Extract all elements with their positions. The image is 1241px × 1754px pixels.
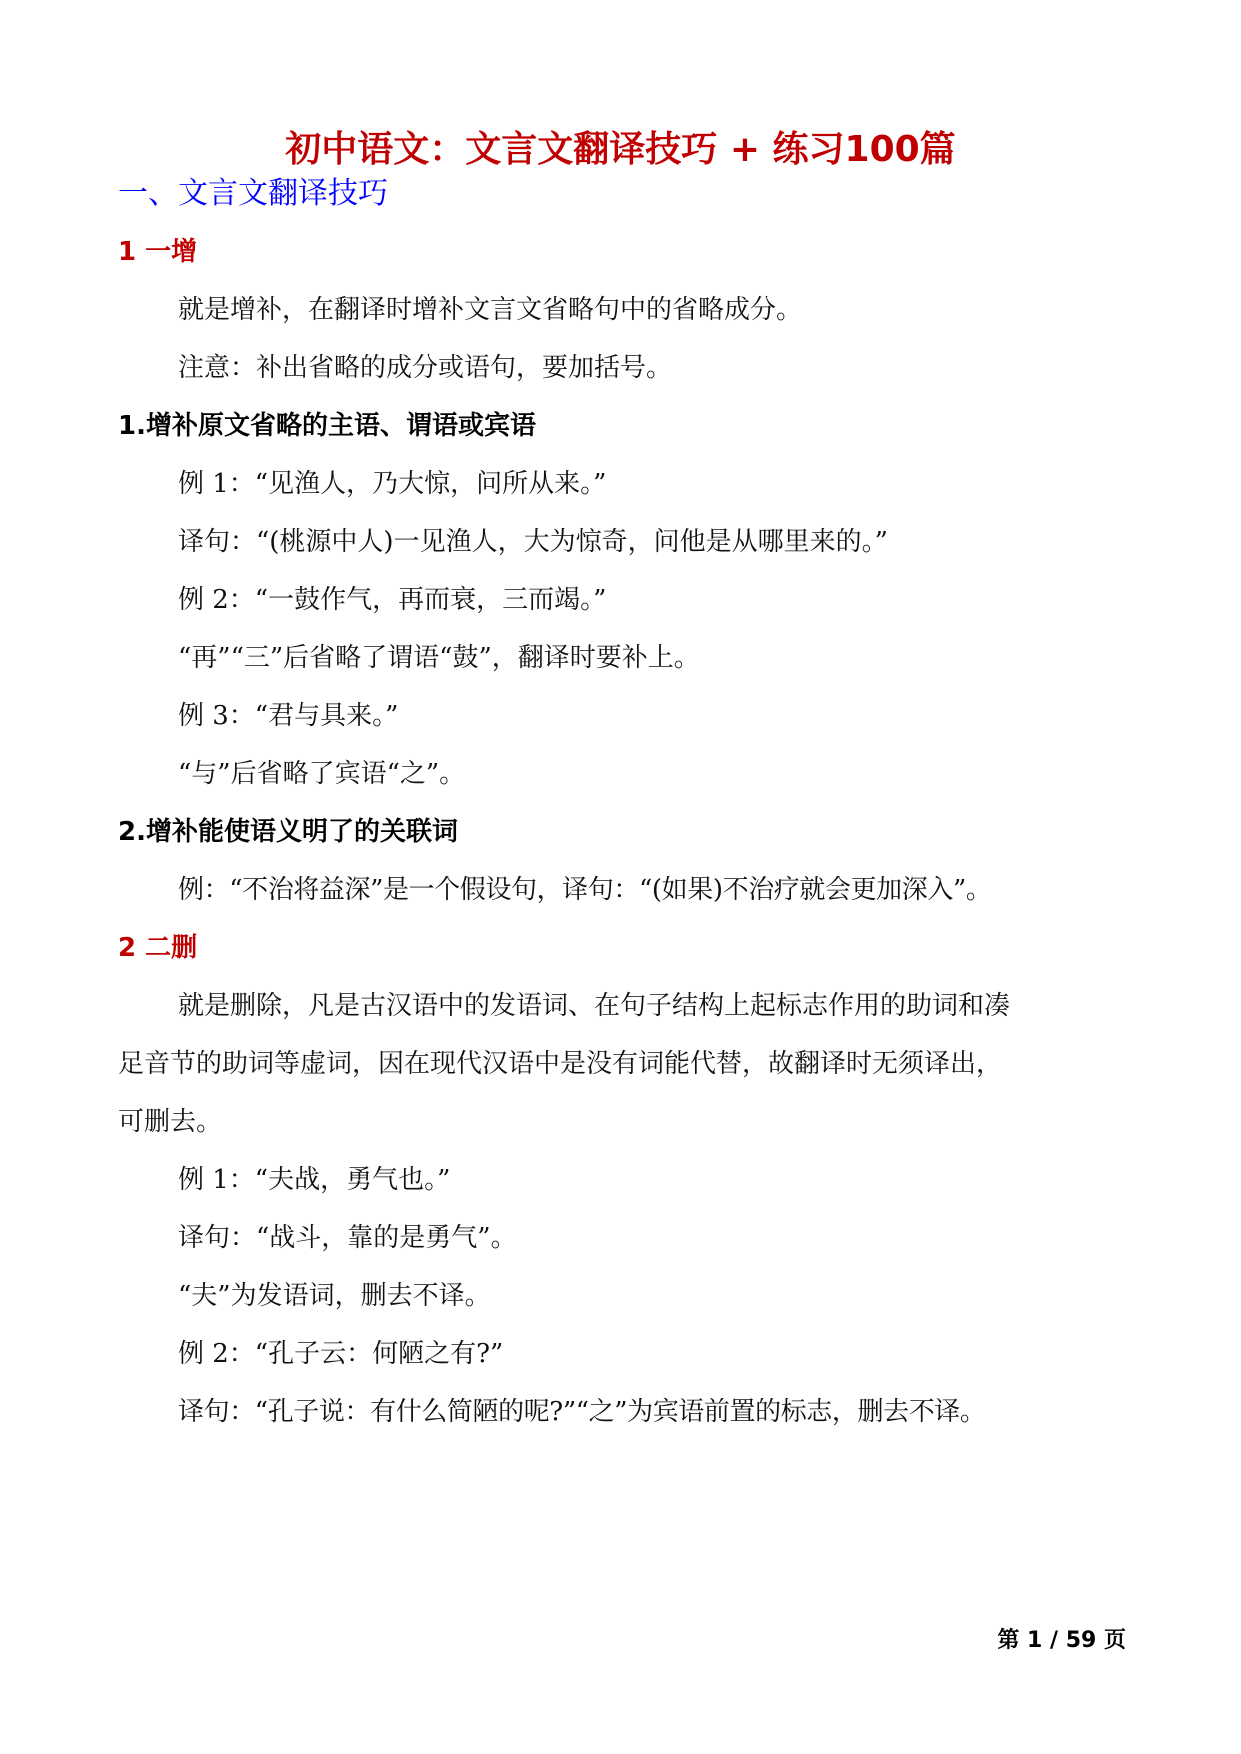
example-line: 例 1：“见渔人，乃大惊，问所从来。” <box>178 469 607 499</box>
section-heading: 一、文言文翻译技巧 <box>118 176 388 211</box>
note-line: “与”后省略了宾语“之”。 <box>178 759 466 789</box>
example-line: 例 2：“孔子云：何陋之有?” <box>178 1339 504 1369</box>
translation-line: 译句：“战斗，靠的是勇气”。 <box>178 1223 517 1253</box>
example-line: 例 2：“一鼓作气，再而衰，三而竭。” <box>178 585 607 615</box>
paragraph: 就是增补，在翻译时增补文言文省略句中的省略成分。 <box>178 295 803 325</box>
paragraph-line: 就是删除，凡是古汉语中的发语词、在句子结构上起标志作用的助词和凑 <box>178 991 1011 1021</box>
paragraph: 注意：补出省略的成分或语句，要加括号。 <box>178 353 673 383</box>
document-title: 初中语文：文言文翻译技巧 + 练习100篇 <box>285 129 956 170</box>
translation-line: 译句：“孔子说：有什么简陋的呢?”“之”为宾语前置的标志，删去不译。 <box>178 1397 986 1427</box>
subheading: 2.增补能使语义明了的关联词 <box>118 817 458 847</box>
subheading: 1.增补原文省略的主语、谓语或宾语 <box>118 411 536 441</box>
note-line: “再”“三”后省略了谓语“鼓”，翻译时要补上。 <box>178 643 700 673</box>
note-line: “夫”为发语词，删去不译。 <box>178 1281 491 1311</box>
part-heading-add: 1 一增 <box>118 237 198 267</box>
example-line: 例 1：“夫战，勇气也。” <box>178 1165 451 1195</box>
page-number: 第 1 / 59 页 <box>997 1628 1126 1653</box>
part-heading-delete: 2 二删 <box>118 933 198 963</box>
paragraph-line: 足音节的助词等虚词，因在现代汉语中是没有词能代替，故翻译时无须译出， <box>118 1049 1003 1079</box>
example-line: 例 3：“君与具来。” <box>178 701 399 731</box>
example-line: 例：“不治将益深”是一个假设句，译句：“(如果)不治疗就会更加深入”。 <box>178 875 992 905</box>
translation-line: 译句：“(桃源中人)一见渔人，大为惊奇，问他是从哪里来的。” <box>178 527 888 557</box>
paragraph-line: 可删去。 <box>118 1107 223 1137</box>
